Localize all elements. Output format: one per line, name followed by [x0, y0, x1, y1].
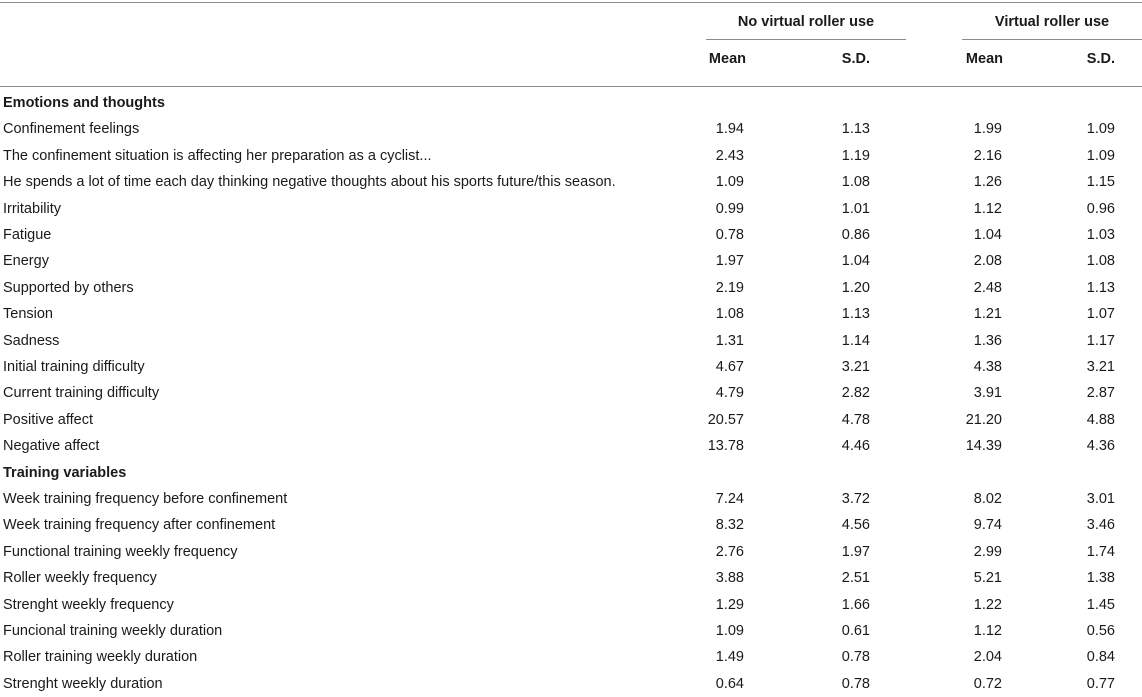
row-label: Initial training difficulty [3, 359, 145, 375]
table-row [0, 222, 1142, 248]
cell-value: 0.72 [973, 675, 1002, 692]
cell-value: 4.38 [973, 359, 1002, 375]
cell-value: 14.39 [965, 438, 1002, 455]
cell-value: 0.84 [1086, 649, 1115, 666]
cell-value: 1.09 [715, 174, 744, 191]
cell-value: 1.04 [841, 253, 870, 270]
cell-value: 1.08 [841, 174, 870, 191]
cell-value: 3.21 [841, 359, 870, 375]
row-label: Fatigue [3, 227, 52, 243]
table-row [0, 433, 1142, 459]
cell-value: 3.46 [1086, 517, 1115, 534]
cell-value: 0.64 [715, 675, 744, 692]
cell-value: 4.88 [1086, 411, 1115, 428]
header-bottom-rule [0, 86, 1142, 87]
table-row [0, 248, 1142, 274]
cell-value: 7.24 [715, 491, 744, 507]
cell-value: 1.74 [1086, 543, 1115, 560]
cell-value: 1.49 [715, 649, 744, 666]
cell-value: 13.78 [707, 438, 744, 455]
cell-value: 1.12 [973, 200, 1002, 217]
row-label: Irritability [3, 200, 62, 217]
row-label: Negative affect [3, 438, 100, 455]
group-header-no-roller: No virtual roller use [737, 14, 875, 30]
cell-value: 0.77 [1086, 675, 1115, 692]
cell-value: 1.66 [841, 596, 870, 613]
cell-value: 2.76 [715, 543, 744, 560]
cell-value: 1.21 [973, 306, 1002, 323]
cell-value: 2.43 [715, 147, 744, 164]
table-row [0, 592, 1142, 618]
cell-value: 4.78 [841, 411, 870, 428]
cell-value: 2.99 [973, 543, 1002, 560]
row-label: Tension [3, 306, 53, 323]
row-label: Funcional training weekly duration [3, 623, 223, 639]
group-rule-no-roller [706, 39, 906, 40]
cell-value: 1.97 [715, 253, 744, 270]
cell-value: 1.13 [841, 121, 870, 138]
cell-value: 1.20 [841, 279, 870, 296]
row-label: Sadness [3, 332, 60, 349]
col-header-sd-2: S.D. [1086, 51, 1115, 67]
cell-value: 4.56 [841, 517, 870, 534]
cell-value: 1.09 [1086, 121, 1115, 138]
row-label: Energy [3, 253, 49, 270]
cell-value: 3.91 [973, 385, 1002, 402]
cell-value: 1.08 [1086, 253, 1115, 270]
cell-value: 3.21 [1086, 359, 1115, 375]
cell-value: 1.01 [841, 200, 870, 217]
cell-value: 21.20 [965, 411, 1002, 428]
table-row [0, 275, 1142, 301]
section-row [0, 90, 1142, 116]
cell-value: 1.31 [715, 332, 744, 349]
cell-value: 0.86 [841, 227, 870, 243]
table-row [0, 116, 1142, 142]
cell-value: 0.61 [841, 623, 870, 639]
row-label: Strenght weekly duration [3, 675, 163, 692]
col-header-mean-2: Mean [965, 51, 1003, 67]
section-label: Training variables [3, 464, 127, 481]
cell-value: 1.15 [1086, 174, 1115, 191]
cell-value: 1.45 [1086, 596, 1115, 613]
cell-value: 1.29 [715, 596, 744, 613]
row-label: Functional training weekly frequency [3, 543, 238, 560]
cell-value: 4.46 [841, 438, 870, 455]
table-row [0, 539, 1142, 565]
table-row [0, 407, 1142, 433]
cell-value: 1.03 [1086, 227, 1115, 243]
cell-value: 1.13 [841, 306, 870, 323]
cell-value: 2.51 [841, 570, 870, 587]
cell-value: 3.88 [715, 570, 744, 587]
cell-value: 1.38 [1086, 570, 1115, 587]
row-label: Supported by others [3, 279, 134, 296]
table-row [0, 196, 1142, 222]
cell-value: 1.14 [841, 332, 870, 349]
table-row [0, 486, 1142, 512]
table-row [0, 671, 1142, 697]
cell-value: 0.56 [1086, 623, 1115, 639]
cell-value: 20.57 [707, 411, 744, 428]
table-top-rule [0, 2, 1142, 3]
table-row [0, 301, 1142, 327]
table-row [0, 618, 1142, 644]
table-row [0, 644, 1142, 670]
cell-value: 2.48 [973, 279, 1002, 296]
table-row [0, 328, 1142, 354]
cell-value: 5.21 [973, 570, 1002, 587]
cell-value: 2.87 [1086, 385, 1115, 402]
table-row [0, 354, 1142, 380]
cell-value: 1.09 [715, 623, 744, 639]
cell-value: 1.99 [973, 121, 1002, 138]
row-label: He spends a lot of time each day thinking negative thoughts about his sports future/this season. [3, 174, 616, 191]
cell-value: 0.99 [715, 200, 744, 217]
table-row [0, 143, 1142, 169]
cell-value: 1.09 [1086, 147, 1115, 164]
cell-value: 1.07 [1086, 306, 1115, 323]
cell-value: 1.13 [1086, 279, 1115, 296]
cell-value: 0.78 [841, 675, 870, 692]
cell-value: 1.08 [715, 306, 744, 323]
cell-value: 1.22 [973, 596, 1002, 613]
row-label: Roller training weekly duration [3, 649, 198, 666]
cell-value: 8.32 [715, 517, 744, 534]
table-row [0, 169, 1142, 195]
cell-value: 2.04 [973, 649, 1002, 666]
cell-value: 2.82 [841, 385, 870, 402]
cell-value: 1.36 [973, 332, 1002, 349]
cell-value: 0.78 [841, 649, 870, 666]
cell-value: 1.12 [973, 623, 1002, 639]
cell-value: 9.74 [973, 517, 1002, 534]
cell-value: 1.17 [1086, 332, 1115, 349]
table-row [0, 380, 1142, 406]
cell-value: 2.16 [973, 147, 1002, 164]
row-label: The confinement situation is affecting her preparation as a cyclist... [3, 147, 432, 164]
section-row [0, 460, 1142, 486]
cell-value: 2.19 [715, 279, 744, 296]
cell-value: 1.26 [973, 174, 1002, 191]
cell-value: 4.36 [1086, 438, 1115, 455]
row-label: Week training frequency after confinement [3, 517, 276, 534]
col-header-mean-1: Mean [708, 51, 746, 67]
row-label: Positive affect [3, 411, 94, 428]
cell-value: 1.19 [841, 147, 870, 164]
table-row [0, 565, 1142, 591]
cell-value: 3.72 [841, 491, 870, 507]
row-label: Roller weekly frequency [3, 570, 157, 587]
cell-value: 1.94 [715, 121, 744, 138]
col-header-sd-1: S.D. [841, 51, 870, 67]
cell-value: 0.78 [715, 227, 744, 243]
section-label: Emotions and thoughts [3, 95, 165, 111]
table-row [0, 512, 1142, 538]
cell-value: 1.04 [973, 227, 1002, 243]
cell-value: 2.08 [973, 253, 1002, 270]
row-label: Week training frequency before confinement [3, 491, 288, 507]
row-label: Current training difficulty [3, 385, 160, 402]
cell-value: 4.67 [715, 359, 744, 375]
row-label: Confinement feelings [3, 121, 140, 138]
group-header-roller: Virtual roller use [994, 14, 1110, 30]
cell-value: 1.97 [841, 543, 870, 560]
cell-value: 0.96 [1086, 200, 1115, 217]
cell-value: 4.79 [715, 385, 744, 402]
group-rule-roller [962, 39, 1142, 40]
cell-value: 8.02 [973, 491, 1002, 507]
cell-value: 3.01 [1086, 491, 1115, 507]
row-label: Strenght weekly frequency [3, 596, 174, 613]
